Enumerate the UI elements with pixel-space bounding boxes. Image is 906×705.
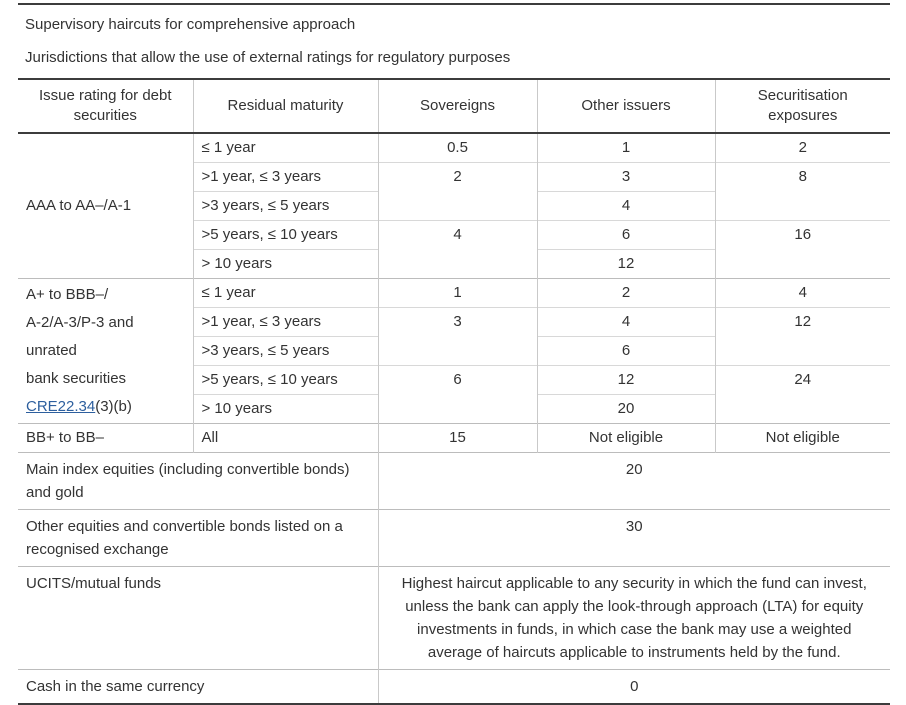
table-row [18, 510, 890, 567]
other-issuers-value: Not eligible [537, 424, 715, 453]
securitisation-value: Not eligible [715, 424, 890, 453]
page-container [18, 3, 890, 705]
row-label-main-index-equities: Main index equities (including convertible bonds) and gold [18, 453, 378, 510]
table-caption-line2: Jurisdictions that allow the use of external ratings for regulatory purposes [25, 49, 511, 66]
sovereigns-value: 6 [378, 366, 537, 424]
rating-line: A+ to BBB–/ [26, 286, 109, 303]
other-issuers-value: 4 [537, 192, 715, 221]
maturity-cell: > 10 years [193, 395, 378, 424]
maturity-cell: >1 year, ≤ 3 years [193, 163, 378, 192]
sovereigns-value: 2 [378, 163, 537, 221]
other-issuers-value: 6 [537, 337, 715, 366]
rating-line: A-2/A-3/P-3 and unrated [26, 314, 134, 359]
other-issuers-value: 20 [537, 395, 715, 424]
other-issuers-value: 2 [537, 279, 715, 308]
rating-line: bank securities [26, 370, 127, 387]
row-label-ucits: UCITS/mutual funds [18, 567, 378, 670]
other-issuers-value: 12 [537, 250, 715, 279]
maturity-cell: ≤ 1 year [193, 133, 378, 163]
table-row [18, 279, 890, 308]
other-issuers-value: 6 [537, 221, 715, 250]
securitisation-value: 4 [715, 279, 890, 308]
column-header-other-issuers: Other issuers [537, 79, 715, 133]
row-value: 20 [378, 453, 890, 510]
header-row [18, 79, 890, 133]
rating-link-suffix: (3)(b) [95, 398, 132, 415]
maturity-cell: >5 years, ≤ 10 years [193, 366, 378, 395]
sovereigns-value: 3 [378, 308, 537, 366]
rating-cell-bb: BB+ to BB– [18, 424, 193, 453]
other-issuers-value: 12 [537, 366, 715, 395]
sovereigns-value: 15 [378, 424, 537, 453]
rating-cell-aaa: AAA to AA–/A-1 [18, 133, 193, 279]
table-row [18, 133, 890, 163]
cre22-34-link[interactable]: CRE22.34 [26, 398, 96, 415]
table-caption-line1: Supervisory haircuts for comprehensive approach [25, 16, 356, 33]
row-label-cash: Cash in the same currency [18, 670, 378, 705]
table-row [18, 424, 890, 453]
row-label-other-equities: Other equities and convertible bonds listed on a recognised exchange [18, 510, 378, 567]
maturity-cell: ≤ 1 year [193, 279, 378, 308]
maturity-cell: >5 years, ≤ 10 years [193, 221, 378, 250]
securitisation-value: 12 [715, 308, 890, 366]
securitisation-value: 8 [715, 163, 890, 221]
rating-line [26, 393, 185, 421]
securitisation-value: 16 [715, 221, 890, 279]
sovereigns-value: 1 [378, 279, 537, 308]
securitisation-value: 2 [715, 133, 890, 163]
haircuts-table [18, 78, 890, 705]
other-issuers-value: 4 [537, 308, 715, 337]
maturity-cell: All [193, 424, 378, 453]
maturity-cell: >3 years, ≤ 5 years [193, 192, 378, 221]
maturity-cell: >3 years, ≤ 5 years [193, 337, 378, 366]
column-header-securitisation: Securitisation exposures [715, 79, 890, 133]
row-value: 30 [378, 510, 890, 567]
column-header-issue-rating: Issue rating for debt securities [18, 79, 193, 133]
column-header-sovereigns: Sovereigns [378, 79, 537, 133]
rating-cell-a-plus [18, 279, 193, 424]
other-issuers-value: 3 [537, 163, 715, 192]
sovereigns-value: 4 [378, 221, 537, 279]
securitisation-value: 24 [715, 366, 890, 424]
table-row [18, 670, 890, 705]
table-row [18, 567, 890, 670]
column-header-residual-maturity: Residual maturity [193, 79, 378, 133]
table-row [18, 453, 890, 510]
maturity-cell: >1 year, ≤ 3 years [193, 308, 378, 337]
row-value: 0 [378, 670, 890, 705]
row-value-ucits-note: Highest haircut applicable to any security in which the fund can invest, unless the bank can apply the look-through approach (LTA) for equity investments in funds, in which case the bank may use a weighted average of haircuts applicable to instruments held by the fund. [378, 567, 890, 670]
maturity-cell: > 10 years [193, 250, 378, 279]
other-issuers-value: 1 [537, 133, 715, 163]
sovereigns-value: 0.5 [378, 133, 537, 163]
top-rule [18, 3, 890, 5]
